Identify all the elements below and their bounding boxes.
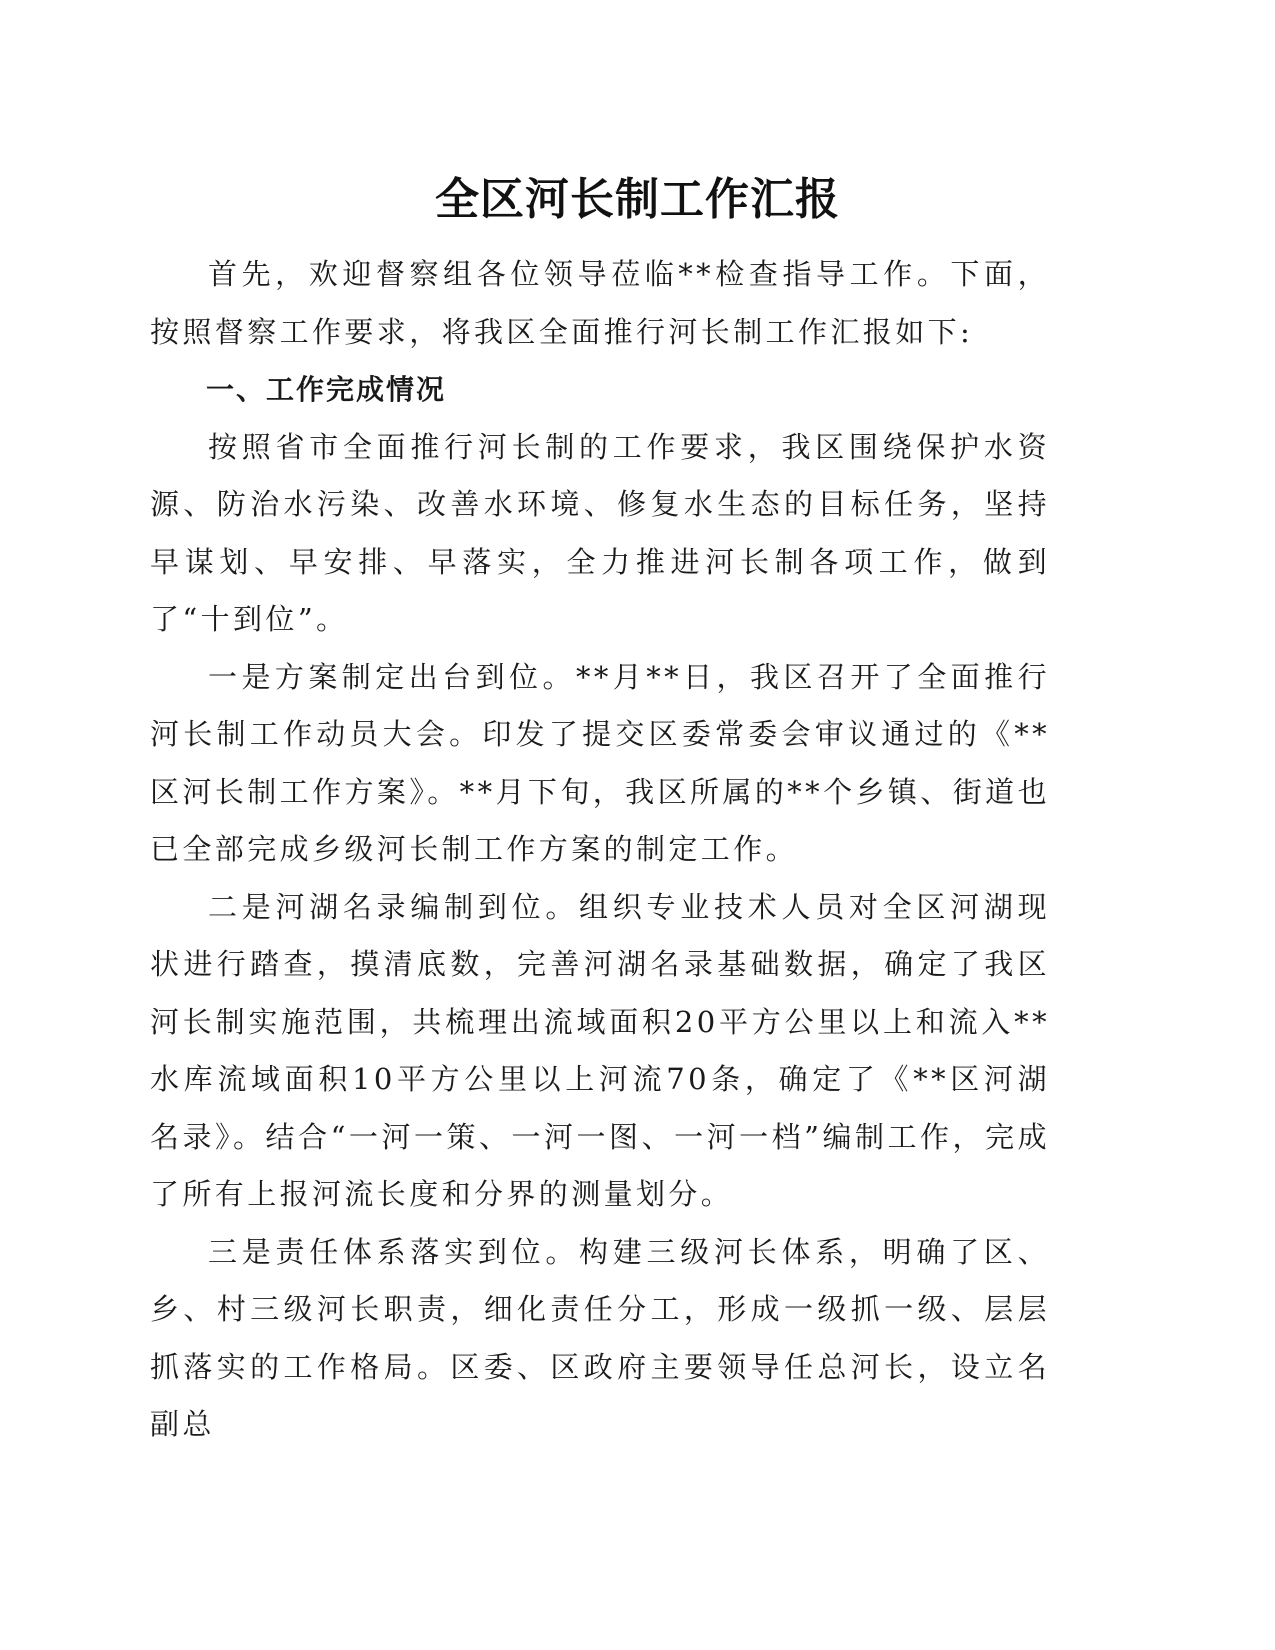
document-body (150, 246, 1050, 1454)
overview-paragraph: 按照省市全面推行河长制的工作要求，我区围绕保护水资源、防治水污染、改善水环境、修复水生态的目标任务，坚持早谋划、早安排、早落实，全力推进河长制各项工作，做到了“十到位”。 (150, 429, 1050, 636)
item-two-paragraph: 二是河湖名录编制到位。组织专业技术人员对全区河湖现状进行踏查，摸清底数，完善河湖名录基础数据，确定了我区河长制实施范围，共梳理出流域面积20平方公里以上和流入**水库流域面积10平方公里以上河流70条，确定了《**区河湖名录》。结合“一河一策、一河一图、一河一档”编制工作，完成了所有上报河流长度和分界的测量划分。 (150, 889, 1050, 1211)
item-three-paragraph: 三是责任体系落实到位。构建三级河长体系，明确了区、乡、村三级河长职责，细化责任分工，形成一级抓一级、层层抓落实的工作格局。区委、区政府主要领导任总河长，设立名副总 (150, 1234, 1050, 1441)
intro-paragraph: 首先，欢迎督察组各位领导莅临**检查指导工作。下面，按照督察工作要求，将我区全面推行河长制工作汇报如下: (150, 257, 1050, 349)
item-one-paragraph: 一是方案制定出台到位。**月**日，我区召开了全面推行河长制工作动员大会。印发了提交区委常委会审议通过的《**区河长制工作方案》。**月下旬，我区所属的**个乡镇、街道也已全部完成乡级河长制工作方案的制定工作。 (150, 659, 1050, 866)
document-title: 全区河长制工作汇报 (435, 174, 840, 225)
section-heading: 一、工作完成情况 (206, 373, 447, 406)
